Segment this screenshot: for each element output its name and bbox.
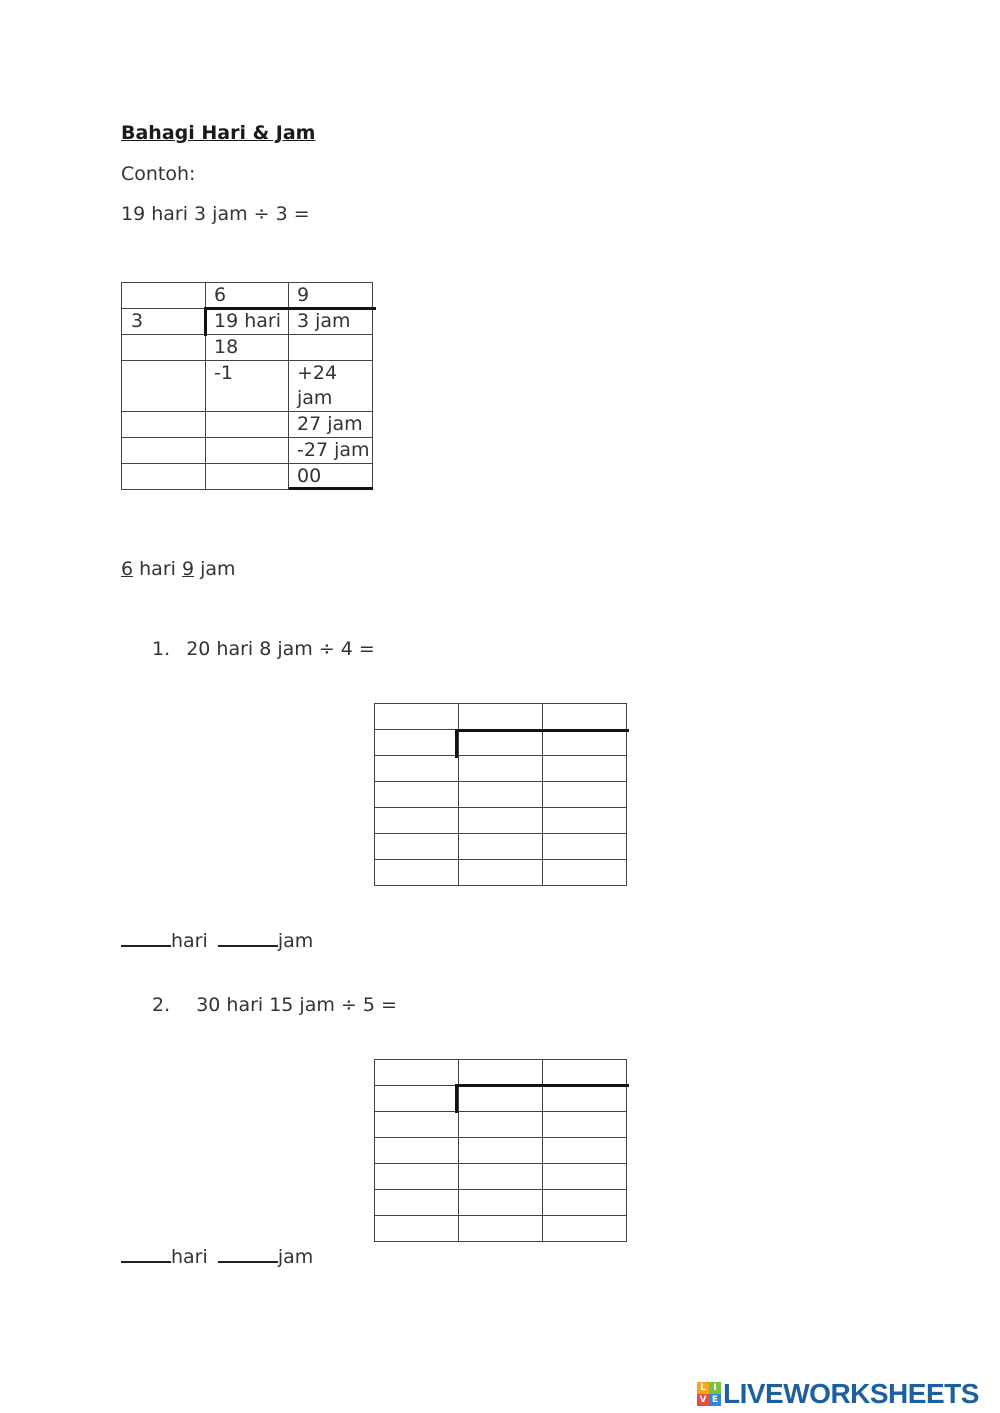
table-cell xyxy=(122,335,206,361)
answer-hours-unit: jam xyxy=(277,1246,314,1268)
table-cell[interactable] xyxy=(375,1216,459,1242)
table-cell: 3 jam xyxy=(289,309,373,335)
table-row xyxy=(122,464,373,490)
table-cell: -1 xyxy=(206,361,289,412)
table-row xyxy=(122,309,373,335)
question-number: 1. xyxy=(152,638,171,660)
worksheet-title: Bahagi Hari & Jam xyxy=(121,122,316,144)
table-cell[interactable] xyxy=(459,782,543,808)
table-cell: 27 jam xyxy=(289,412,373,438)
table-cell[interactable] xyxy=(543,1164,627,1190)
table-cell[interactable] xyxy=(543,1086,627,1112)
table-cell[interactable] xyxy=(459,1138,543,1164)
question-2-answer xyxy=(121,1243,313,1268)
table-cell[interactable] xyxy=(459,1216,543,1242)
table-cell[interactable] xyxy=(459,704,543,730)
table-cell[interactable] xyxy=(375,808,459,834)
table-cell xyxy=(122,464,206,490)
table-row xyxy=(122,412,373,438)
table-cell[interactable] xyxy=(543,808,627,834)
days-answer-blank[interactable] xyxy=(121,1243,171,1263)
question-1 xyxy=(152,638,375,660)
table-cell[interactable] xyxy=(459,1112,543,1138)
table-cell: 19 hari xyxy=(206,309,289,335)
example-problem: 19 hari 3 jam ÷ 3 = xyxy=(121,203,310,225)
table-cell[interactable] xyxy=(375,1112,459,1138)
live-logo-mark xyxy=(697,1382,721,1406)
table-cell[interactable] xyxy=(543,834,627,860)
table-cell[interactable] xyxy=(375,756,459,782)
hours-answer-blank[interactable] xyxy=(218,1243,278,1263)
question-problem: 20 hari 8 jam ÷ 4 = xyxy=(186,638,375,660)
table-cell[interactable] xyxy=(459,756,543,782)
answer-days-unit: hari xyxy=(171,1246,208,1268)
division-bracket xyxy=(204,307,207,336)
answer-days-unit: hari xyxy=(171,930,208,952)
division-bar xyxy=(456,1084,629,1087)
table-cell[interactable] xyxy=(543,1060,627,1086)
table-row xyxy=(122,361,373,412)
table-cell: +24 jam xyxy=(289,361,373,412)
table-cell[interactable] xyxy=(459,808,543,834)
table-cell: 00 xyxy=(289,464,373,490)
table-cell[interactable] xyxy=(375,1086,459,1112)
logo-tile: I xyxy=(709,1382,721,1394)
table-cell[interactable] xyxy=(375,782,459,808)
question-number: 2. xyxy=(152,994,171,1016)
liveworksheets-logo xyxy=(697,1378,979,1410)
brand-name: LIVEWORKSHEETS xyxy=(723,1378,979,1409)
subtraction-line xyxy=(289,487,373,490)
table-cell[interactable] xyxy=(459,1164,543,1190)
answer-days-value: 6 xyxy=(121,558,134,580)
table-cell[interactable] xyxy=(543,1216,627,1242)
table-cell[interactable] xyxy=(375,730,459,756)
days-answer-blank[interactable] xyxy=(121,927,171,947)
table-cell[interactable] xyxy=(375,834,459,860)
table-cell[interactable] xyxy=(375,1138,459,1164)
division-bracket xyxy=(455,1084,458,1113)
table-cell[interactable] xyxy=(459,834,543,860)
table-cell xyxy=(206,464,289,490)
table-cell[interactable] xyxy=(375,860,459,886)
table-cell: 3 xyxy=(122,309,206,335)
table-cell xyxy=(289,335,373,361)
table-cell[interactable] xyxy=(543,782,627,808)
table-cell: 9 xyxy=(289,283,373,309)
table-cell xyxy=(122,438,206,464)
table-cell xyxy=(122,361,206,412)
table-row xyxy=(122,438,373,464)
table-cell: 6 xyxy=(206,283,289,309)
answer-hours-unit: jam xyxy=(200,558,236,580)
example-answer xyxy=(121,558,236,580)
table-cell[interactable] xyxy=(459,1086,543,1112)
table-row xyxy=(122,335,373,361)
table-cell xyxy=(122,412,206,438)
question-2 xyxy=(152,994,397,1016)
table-cell[interactable] xyxy=(543,860,627,886)
division-bracket xyxy=(455,729,458,758)
table-cell: 18 xyxy=(206,335,289,361)
table-cell[interactable] xyxy=(543,730,627,756)
table-cell xyxy=(206,438,289,464)
logo-tile: V xyxy=(697,1394,709,1406)
table-cell[interactable] xyxy=(375,1190,459,1216)
example-label: Contoh: xyxy=(121,163,196,185)
table-cell[interactable] xyxy=(375,704,459,730)
table-cell[interactable] xyxy=(459,730,543,756)
answer-days-unit: hari xyxy=(139,558,176,580)
table-cell[interactable] xyxy=(459,860,543,886)
logo-tile: E xyxy=(709,1394,721,1406)
table-cell[interactable] xyxy=(459,1190,543,1216)
division-bar xyxy=(205,307,376,310)
table-row xyxy=(122,283,373,309)
table-cell xyxy=(122,283,206,309)
table-cell: -27 jam xyxy=(289,438,373,464)
question-problem: 30 hari 15 jam ÷ 5 = xyxy=(196,994,397,1016)
table-cell[interactable] xyxy=(543,1112,627,1138)
table-cell[interactable] xyxy=(459,1060,543,1086)
example-division-table xyxy=(121,282,373,490)
question-1-answer xyxy=(121,927,313,952)
table-cell[interactable] xyxy=(375,1164,459,1190)
hours-answer-blank[interactable] xyxy=(218,927,278,947)
answer-hours-unit: jam xyxy=(277,930,314,952)
logo-tile: L xyxy=(697,1382,709,1394)
table-cell[interactable] xyxy=(543,1138,627,1164)
table-cell[interactable] xyxy=(375,1060,459,1086)
division-bar xyxy=(456,729,629,732)
table-cell xyxy=(206,412,289,438)
table-cell[interactable] xyxy=(543,1190,627,1216)
answer-hours-value: 9 xyxy=(181,558,195,580)
table-cell[interactable] xyxy=(543,704,627,730)
table-cell[interactable] xyxy=(543,756,627,782)
